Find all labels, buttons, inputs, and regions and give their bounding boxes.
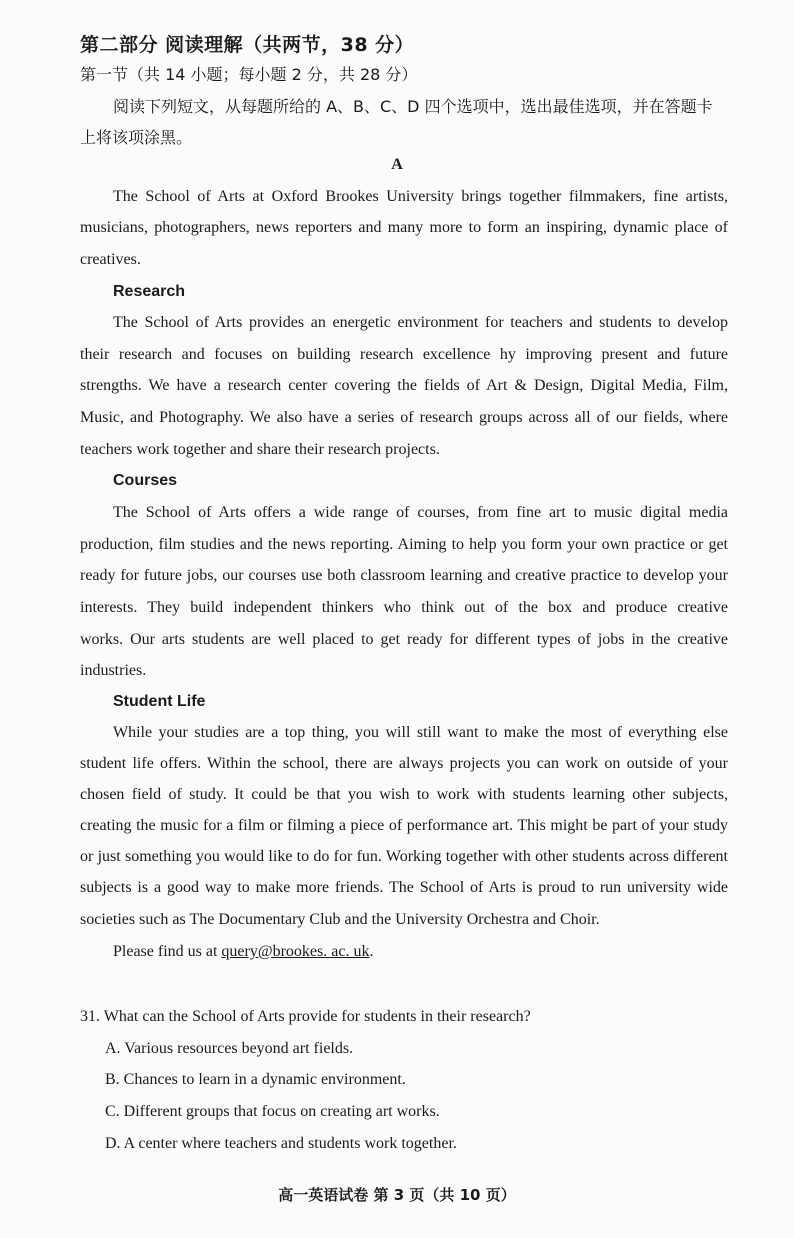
contact-email-link[interactable]: query@brookes. ac. uk (221, 943, 370, 960)
passage-letter: A (391, 156, 403, 173)
paragraph-line: interests. They build independent thinkers who think out of the box and produce creative (80, 599, 728, 616)
paragraph-line: ready for future jobs, our courses use both classroom learning and creative practice to develop your (80, 567, 728, 584)
question-31: 31. What can the School of Arts provide for students in their research? (80, 1008, 531, 1025)
contact-line (113, 943, 373, 961)
instruction-line: 上将该项涂黑。 (80, 128, 193, 147)
paragraph-line: teachers work together and share their research projects. (80, 441, 440, 458)
paragraph-line: or just something you would like to do for fun. Working together with other students across different (80, 848, 728, 865)
paragraph-line: subjects is a good way to make more friends. The School of Arts is proud to run university wide (80, 879, 728, 896)
instruction-line: 阅读下列短文，从每题所给的 A、B、C、D 四个选项中，选出最佳选项，并在答题卡 (113, 97, 713, 116)
option-d: D. A center where teachers and students work together. (105, 1135, 457, 1152)
paragraph-line: strengths. We have a research center covering the fields of Art & Design, Digital Media, Film, (80, 377, 728, 394)
paragraph-line: While your studies are a top thing, you will still want to make the most of everything else (113, 724, 728, 741)
contact-prefix: Please find us at (113, 943, 222, 960)
paragraph-line: The School of Arts at Oxford Brookes University brings together filmmakers, fine artists, (113, 188, 728, 205)
page-footer: 高一英语试卷 第 3 页（共 10 页） (278, 1186, 516, 1204)
paragraph-line: works. Our arts students are well placed to get ready for different types of jobs in the creative (80, 631, 728, 648)
paragraph-line: Music, and Photography. We also have a series of research groups across all of our fields, where (80, 409, 728, 426)
paragraph-line: their research and focuses on building research excellence hy improving present and future (80, 346, 728, 363)
section-heading-research: Research (113, 283, 186, 300)
option-c: C. Different groups that focus on creating art works. (105, 1103, 440, 1120)
paragraph-line: industries. (80, 662, 147, 679)
part-title: 第二部分 阅读理解（共两节，38 分） (80, 34, 415, 56)
paragraph-line: The School of Arts provides an energetic environment for teachers and students to develop (113, 314, 728, 331)
paragraph-line: creatives. (80, 251, 141, 268)
section-heading-courses: Courses (113, 472, 178, 489)
paragraph-line: production, film studies and the news reporting. Aiming to help you form your own practice or get (80, 536, 728, 553)
paragraph-line: musicians, photographers, news reporters and many more to form an inspiring, dynamic place of (80, 219, 728, 236)
paragraph-line: chosen field of study. It could be that you wish to work with students learning other subjects, (80, 786, 728, 803)
paragraph-line: The School of Arts offers a wide range of courses, from fine art to music digital media (113, 504, 728, 521)
section-heading-student-life: Student Life (113, 693, 206, 710)
section-title: 第一节（共 14 小题；每小题 2 分，共 28 分） (80, 65, 418, 84)
contact-suffix: . (369, 943, 374, 960)
paragraph-line: creating the music for a film or filming a piece of performance art. This might be part of your study (80, 817, 728, 834)
paragraph-line: societies such as The Documentary Club and the University Orchestra and Choir. (80, 911, 600, 928)
option-b: B. Chances to learn in a dynamic environment. (105, 1071, 406, 1088)
option-a: A. Various resources beyond art fields. (105, 1040, 354, 1057)
paragraph-line: student life offers. Within the school, there are always projects you can work on outside of your (80, 755, 728, 772)
